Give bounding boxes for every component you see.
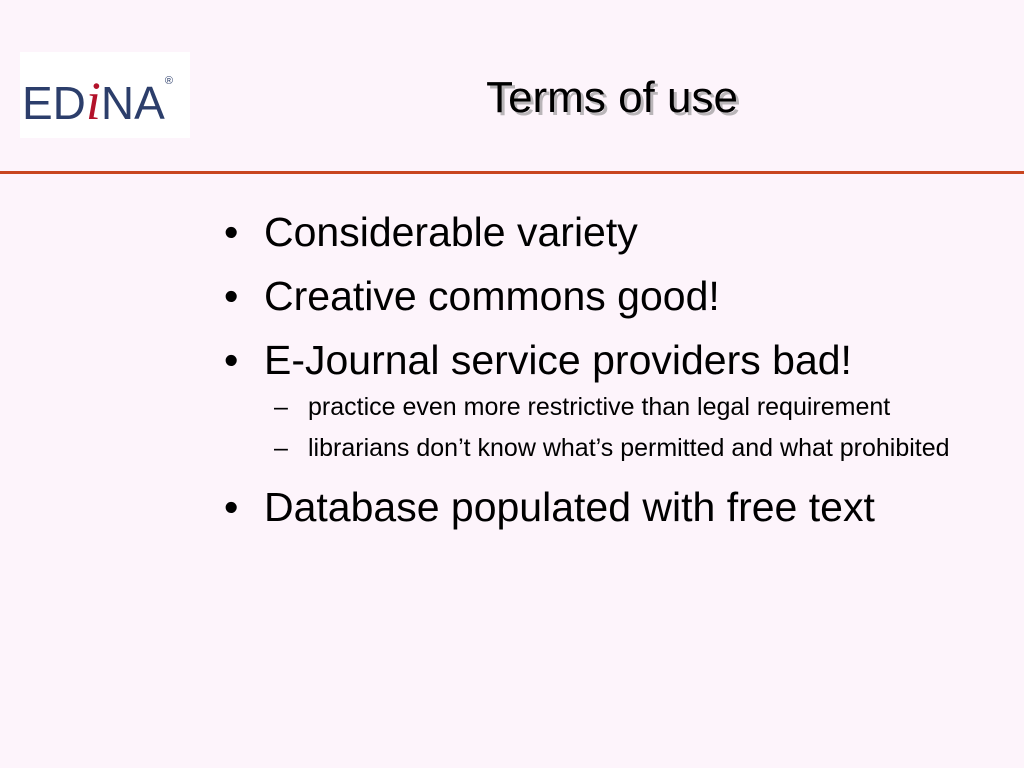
- bullet-marker: •: [224, 273, 239, 319]
- bullet-item: [224, 208, 1004, 256]
- bullet-marker: •: [224, 209, 239, 255]
- title-divider: [0, 171, 1024, 174]
- bullet-text: Database populated with free text: [264, 484, 875, 530]
- sub-bullet-text: practice even more restrictive than legal requirement: [308, 393, 891, 421]
- bullet-text: E-Journal service providers bad!: [264, 337, 852, 383]
- bullet-item: [224, 483, 1004, 531]
- sub-bullet-item: [274, 390, 1004, 424]
- edina-logo-wordmark: EDiNA®: [22, 71, 173, 131]
- bullet-text: Creative commons good!: [264, 273, 720, 319]
- bullet-marker: •: [224, 484, 239, 530]
- bullet-item: [224, 336, 1004, 384]
- bullet-marker: •: [224, 337, 239, 383]
- slide-body: [224, 208, 1004, 547]
- sub-bullet-marker: –: [274, 393, 288, 421]
- sub-bullet-marker: –: [274, 434, 288, 462]
- bullet-item: [224, 272, 1004, 320]
- bullet-text: Considerable variety: [264, 209, 638, 255]
- slide-title: Terms of use: [486, 73, 738, 122]
- sub-bullet-item: [274, 431, 1004, 465]
- sub-bullet-text: librarians don’t know what’s permitted and what prohibited: [308, 434, 950, 462]
